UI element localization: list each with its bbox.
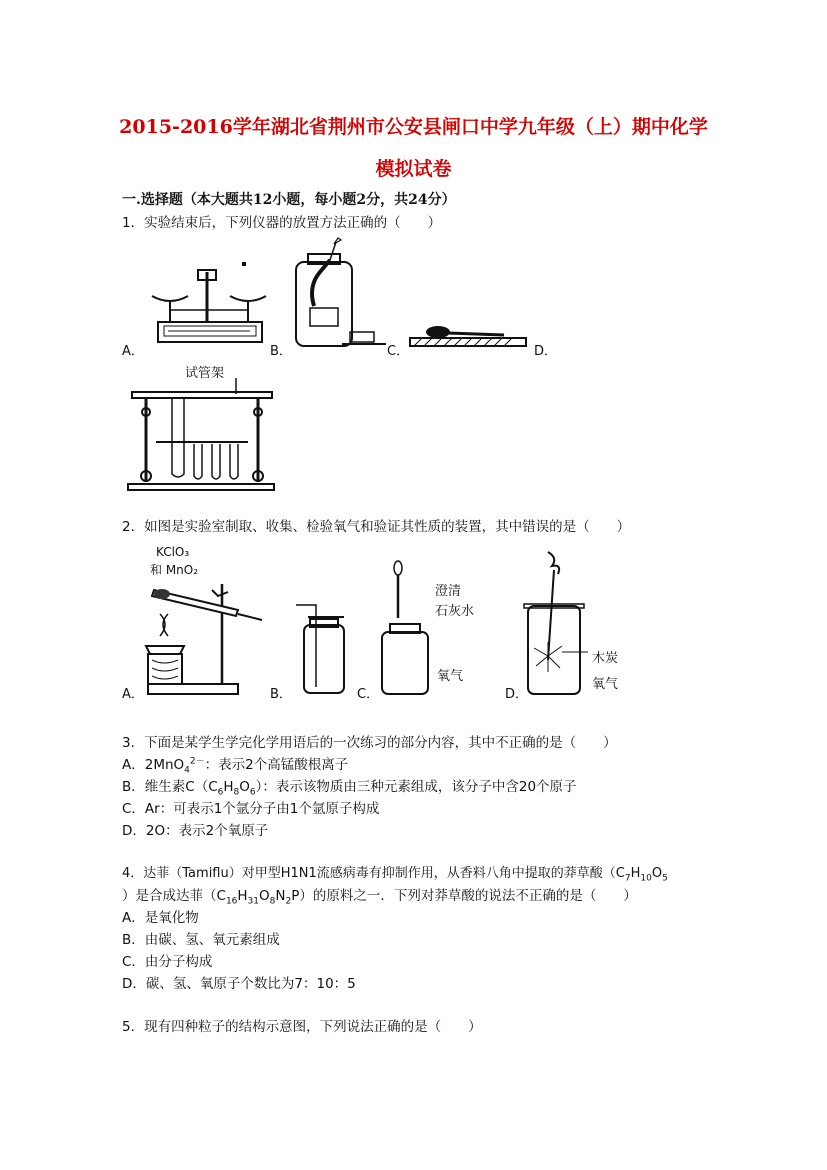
question-2-stem: 2．如图是实验室制取、收集、检验氧气和验证其性质的装置，其中错误的是（ ） [122,519,631,535]
q3-option-b: B．维生素$C(C_6H_8O_6)$：表示该物质由三种元素组成，该分子中含20个原子 [122,779,577,798]
q2-d-label-charcoal: 木炭 [592,651,619,666]
page-title-line2: 模拟试卷 [375,158,452,180]
q3-option-d: D．2O：表示2个氧原子 [122,823,269,839]
q2-figure-a-heating [140,574,270,698]
question-5-stem: 5．现有四种粒子的结构示意图，下列说法正确的是（ ） [122,1019,482,1035]
q1-figure-bottle-dropper [290,236,390,350]
q2-option-b: B． [270,687,292,702]
q1-figure-test-tube-rack [126,378,276,492]
q4-option-c: C．由分子构成 [122,954,213,970]
q3-option-a: A．2MnO$_4^{2-}$：表示2个高锰酸根离子 [122,756,349,776]
q2-option-a: A． [122,687,144,702]
q1-option-c: C． [387,344,410,359]
q1-option-d: D． [534,344,558,359]
q2-a-reagent-label-2: 和 MnO₂ [150,563,199,577]
q1-option-a: A． [122,344,144,359]
q2-figure-c-dropper-bottle [378,560,434,696]
q2-a-reagent-label: KClO₃ [156,545,190,559]
q4-option-a: A．是氧化物 [122,910,199,926]
q3-option-c: C．Ar：可表示1个氩分子由1个氩原子构成 [122,801,380,817]
q2-figure-b-collection-bottle [296,603,352,695]
question-1-stem: 1．实验结束后，下列仪器的放置方法正确的（ ） [122,215,442,231]
section-heading: 一.选择题（本大题共12小题，每小题2分，共24分） [122,192,456,208]
q2-d-label-oxygen: 氧气 [592,677,619,692]
page-title: 2015-2016学年湖北省荆州市公安县闸口中学九年级（上）期中化学 [119,116,708,138]
q2-option-d: D． [505,687,529,702]
question-3-stem: 3．下面是某学生学完化学用语后的一次练习的部分内容，其中不正确的是（ ） [122,735,617,751]
q4-option-d: D．碳、氢、氧原子个数比为7：10：5 [122,976,356,992]
q4-option-b: B．由碳、氢、氧元素组成 [122,932,280,948]
q1-option-b: B． [270,344,292,359]
q1-figure-balance [150,262,268,352]
q2-c-label-limewater-1: 澄清 [435,584,462,599]
question-4-stem: 4．达菲（Tamiflu）对甲型H1N1流感病毒有抑制作用，从香料八角中提取的莽草酸（$C_7H_{10}O_5$ [122,866,668,884]
q1-figure-dropper-flat [408,318,528,352]
q1-rack-label: 试管架 [185,366,225,381]
q2-figure-d-charcoal-in-oxygen [522,548,590,696]
q2-c-label-limewater-2: 石灰水 [435,604,475,619]
question-4-stem-line2: ）是合成达菲$(C_{16}H_{31}O_8N_2P)$的原料之一．下列对莽草酸的说法不正确的是（ ） [122,888,637,907]
q2-c-label-oxygen: 氧气 [437,669,464,684]
q2-option-c: C． [357,687,380,702]
